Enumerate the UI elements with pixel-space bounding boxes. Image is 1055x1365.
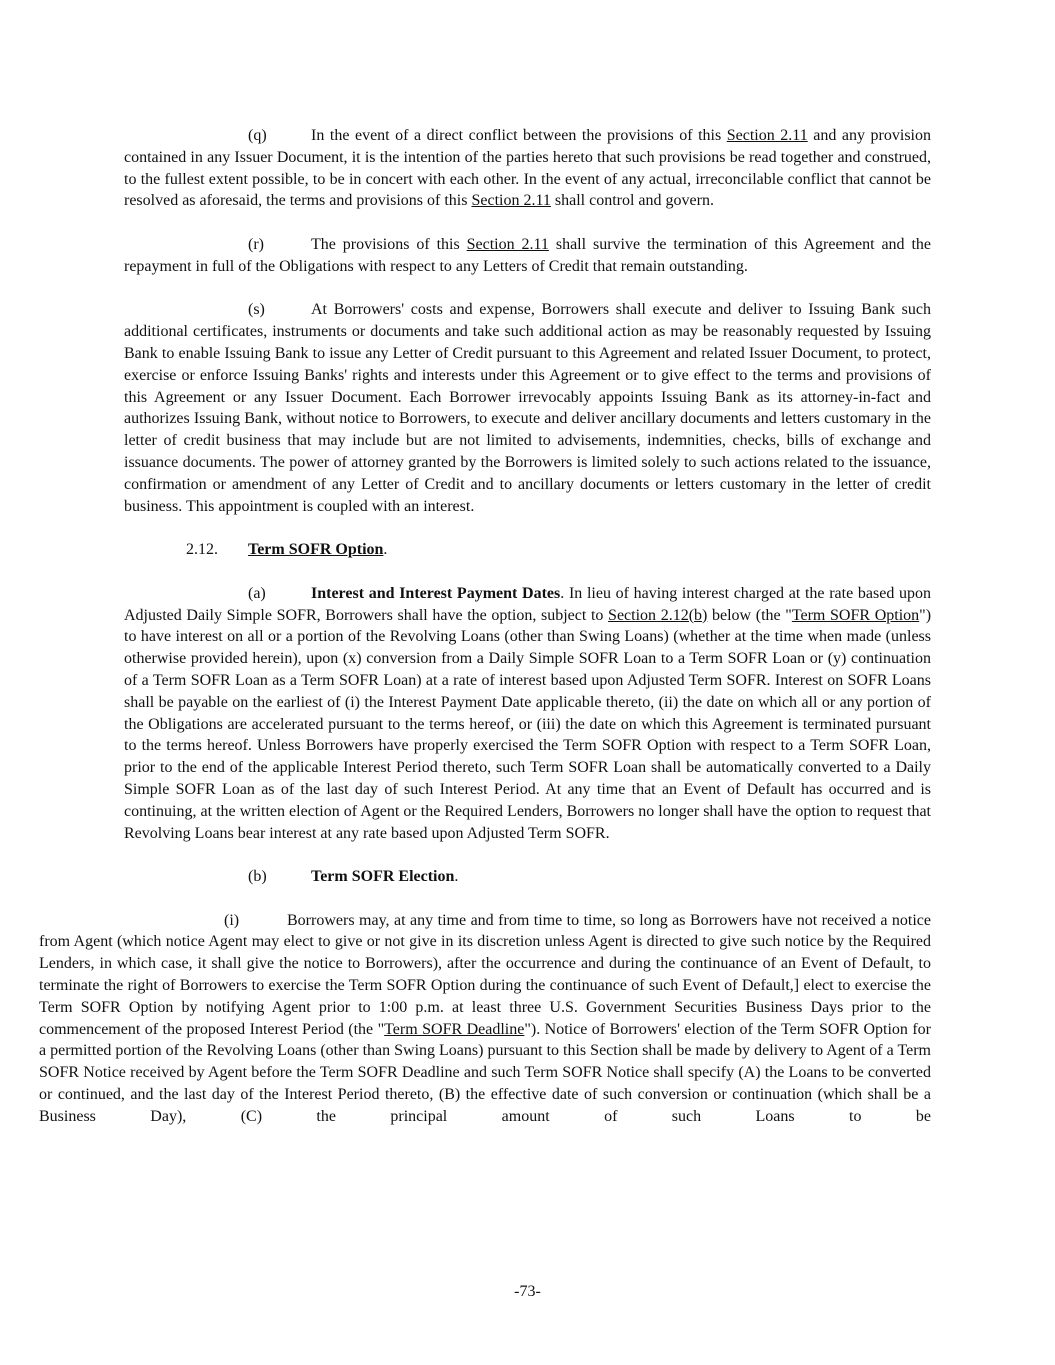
text: shall control and govern. [550, 192, 714, 210]
paragraph-label: (b) [248, 868, 267, 886]
paragraph-label: (r) [248, 235, 264, 253]
text: At Borrowers' costs and expense, Borrowers shall execute and deliver to Issuing Bank such additional certificates, instruments or documents and take such additional action as may be reasonably requested by Issuing Bank to enable Issuing Bank to issue any Letter of Credit pursuant to this Agreement and related Issuer Document, to protect, exercise or enforce Issuing Banks' rights and interests under this Agreement or to give effect to the terms and provisions of this Agreement or any Issuer Document. Each Borrower irrevocably appoints Issuing Bank as its attorney-in-fact and authorizes Issuing Bank, without notice to Borrowers, to execute and deliver ancillary documents and letters customary in the letter of credit business that may include but are not limited to advisements, indemnities, checks, bills of exchange and issuance documents. The power of attorney granted by the Borrowers is limited solely to such actions related to the issuance, confirmation or amendment of any Letter of Credit and to ancillary documents or letters customary in the letter of credit business. This appointment is coupled with an interest. [124, 301, 931, 515]
text: The provisions of this [311, 235, 467, 253]
defined-term: Term SOFR Deadline [384, 1020, 525, 1038]
paragraph-title: Term SOFR Election [311, 868, 455, 886]
section-heading-2-12 [124, 539, 931, 561]
text: In the event of a direct conflict between the provisions of this [311, 127, 727, 144]
section-number: 2.12. [186, 541, 218, 559]
paragraph-b-heading [124, 866, 931, 888]
paragraph-a [124, 583, 931, 845]
text: below (the " [707, 606, 792, 624]
section-reference: Section 2.11 [466, 235, 549, 253]
section-reference: Section 2.11 [726, 127, 808, 144]
text: . In lieu of having interest charged at the rate based upon Adjusted Daily Simple SOFR, Borrowers shall have the option, subject to [124, 584, 932, 624]
text: Borrowers may, at any time and from time to time, so long as Borrowers have not received a notice from Agent (which notice Agent may elect to give or not give in its discretion unless Agent is directed to give such notice by the Required Lenders, in which case, it shall give the notice to Borrowers), after the occurrence and during the continuance of an Event of Default, to terminate the right of Borrowers to exercise the Term SOFR Option during the continuance of such Event of Default,] elect to exercise the Term SOFR Option by notifying Agent prior to 1:00 p.m. at least three U.S. Government Securities Business Days prior to the commencement of the proposed Interest Period (the " [39, 911, 931, 1038]
text: . [383, 541, 388, 559]
section-title: Term SOFR Option [248, 541, 384, 559]
section-reference: Section 2.12(b) [608, 606, 708, 624]
paragraph-q [124, 125, 931, 212]
paragraph-label: (s) [248, 301, 265, 319]
paragraph-r [124, 234, 931, 278]
defined-term: Term SOFR Option [791, 606, 920, 624]
paragraph-title: Interest and Interest Payment Dates [311, 584, 561, 602]
text: shall survive the termination of this Agreement and the repayment in full of the Obligations with respect to any Letters of Credit that remain outstanding. [124, 235, 931, 275]
paragraph-i [39, 910, 931, 1128]
text: and any provision contained in any Issuer Document, it is the intention of the parties hereto that such provisions be read together and construed, to the fullest extent possible, to be in concert with each other. In the event of any actual, irreconcilable conflict that cannot be resolved as aforesaid, the terms and provisions of this [124, 127, 931, 210]
text: ") to have interest on all or a portion of the Revolving Loans (other than Swing Loans) (whether at the time when made (unless otherwise provided herein), upon (x) conversion from a Daily Simple SOFR Loan to a Term SOFR Loan or (y) continuation of a Term SOFR Loan as a Term SOFR Loan) at a rate of interest based upon Adjusted Term SOFR. Interest on SOFR Loans shall be payable on the earliest of (i) the Interest Payment Date applicable thereto, (ii) the date on which all or any portion of the Obligations are accelerated pursuant to the terms hereof, or (iii) the date on which this Agreement is terminated pursuant to the terms hereof. Unless Borrowers have properly exercised the Term SOFR Option with respect to a Term SOFR Loan, prior to the end of the applicable Interest Period thereto, such Term SOFR Loan shall be automatically converted to a Daily Simple SOFR Loan as of the last day of such Interest Period. At any time that an Event of Default has occurred and is continuing, at the written election of Agent or the Required Lenders, Borrowers no longer shall have the option to request that Revolving Loans bear interest at any rate based upon Adjusted Term SOFR. [124, 606, 932, 842]
paragraph-label: (q) [248, 127, 267, 144]
page-number: -73- [514, 1283, 541, 1300]
text: . [454, 868, 459, 886]
section-reference: Section 2.11 [471, 192, 551, 210]
text: "). Notice of Borrowers' election of the Term SOFR Option for a permitted portion of the Revolving Loans (other than Swing Loans) pursuant to this Section shall be made by delivery to Agent of a Term SOFR Notice received by Agent before the Term SOFR Deadline and such Term SOFR Notice shall specify (A) the Loans to be converted or continued, and the last day of the Interest Period thereto, (B) the effective date of such conversion or continuation (which shall be a Business Day), (C) the principal amount of such Loans to be [39, 1020, 932, 1125]
paragraph-label: (a) [248, 584, 266, 602]
paragraph-s [124, 299, 931, 517]
paragraph-label: (i) [224, 911, 240, 929]
document-page [39, 125, 932, 1149]
